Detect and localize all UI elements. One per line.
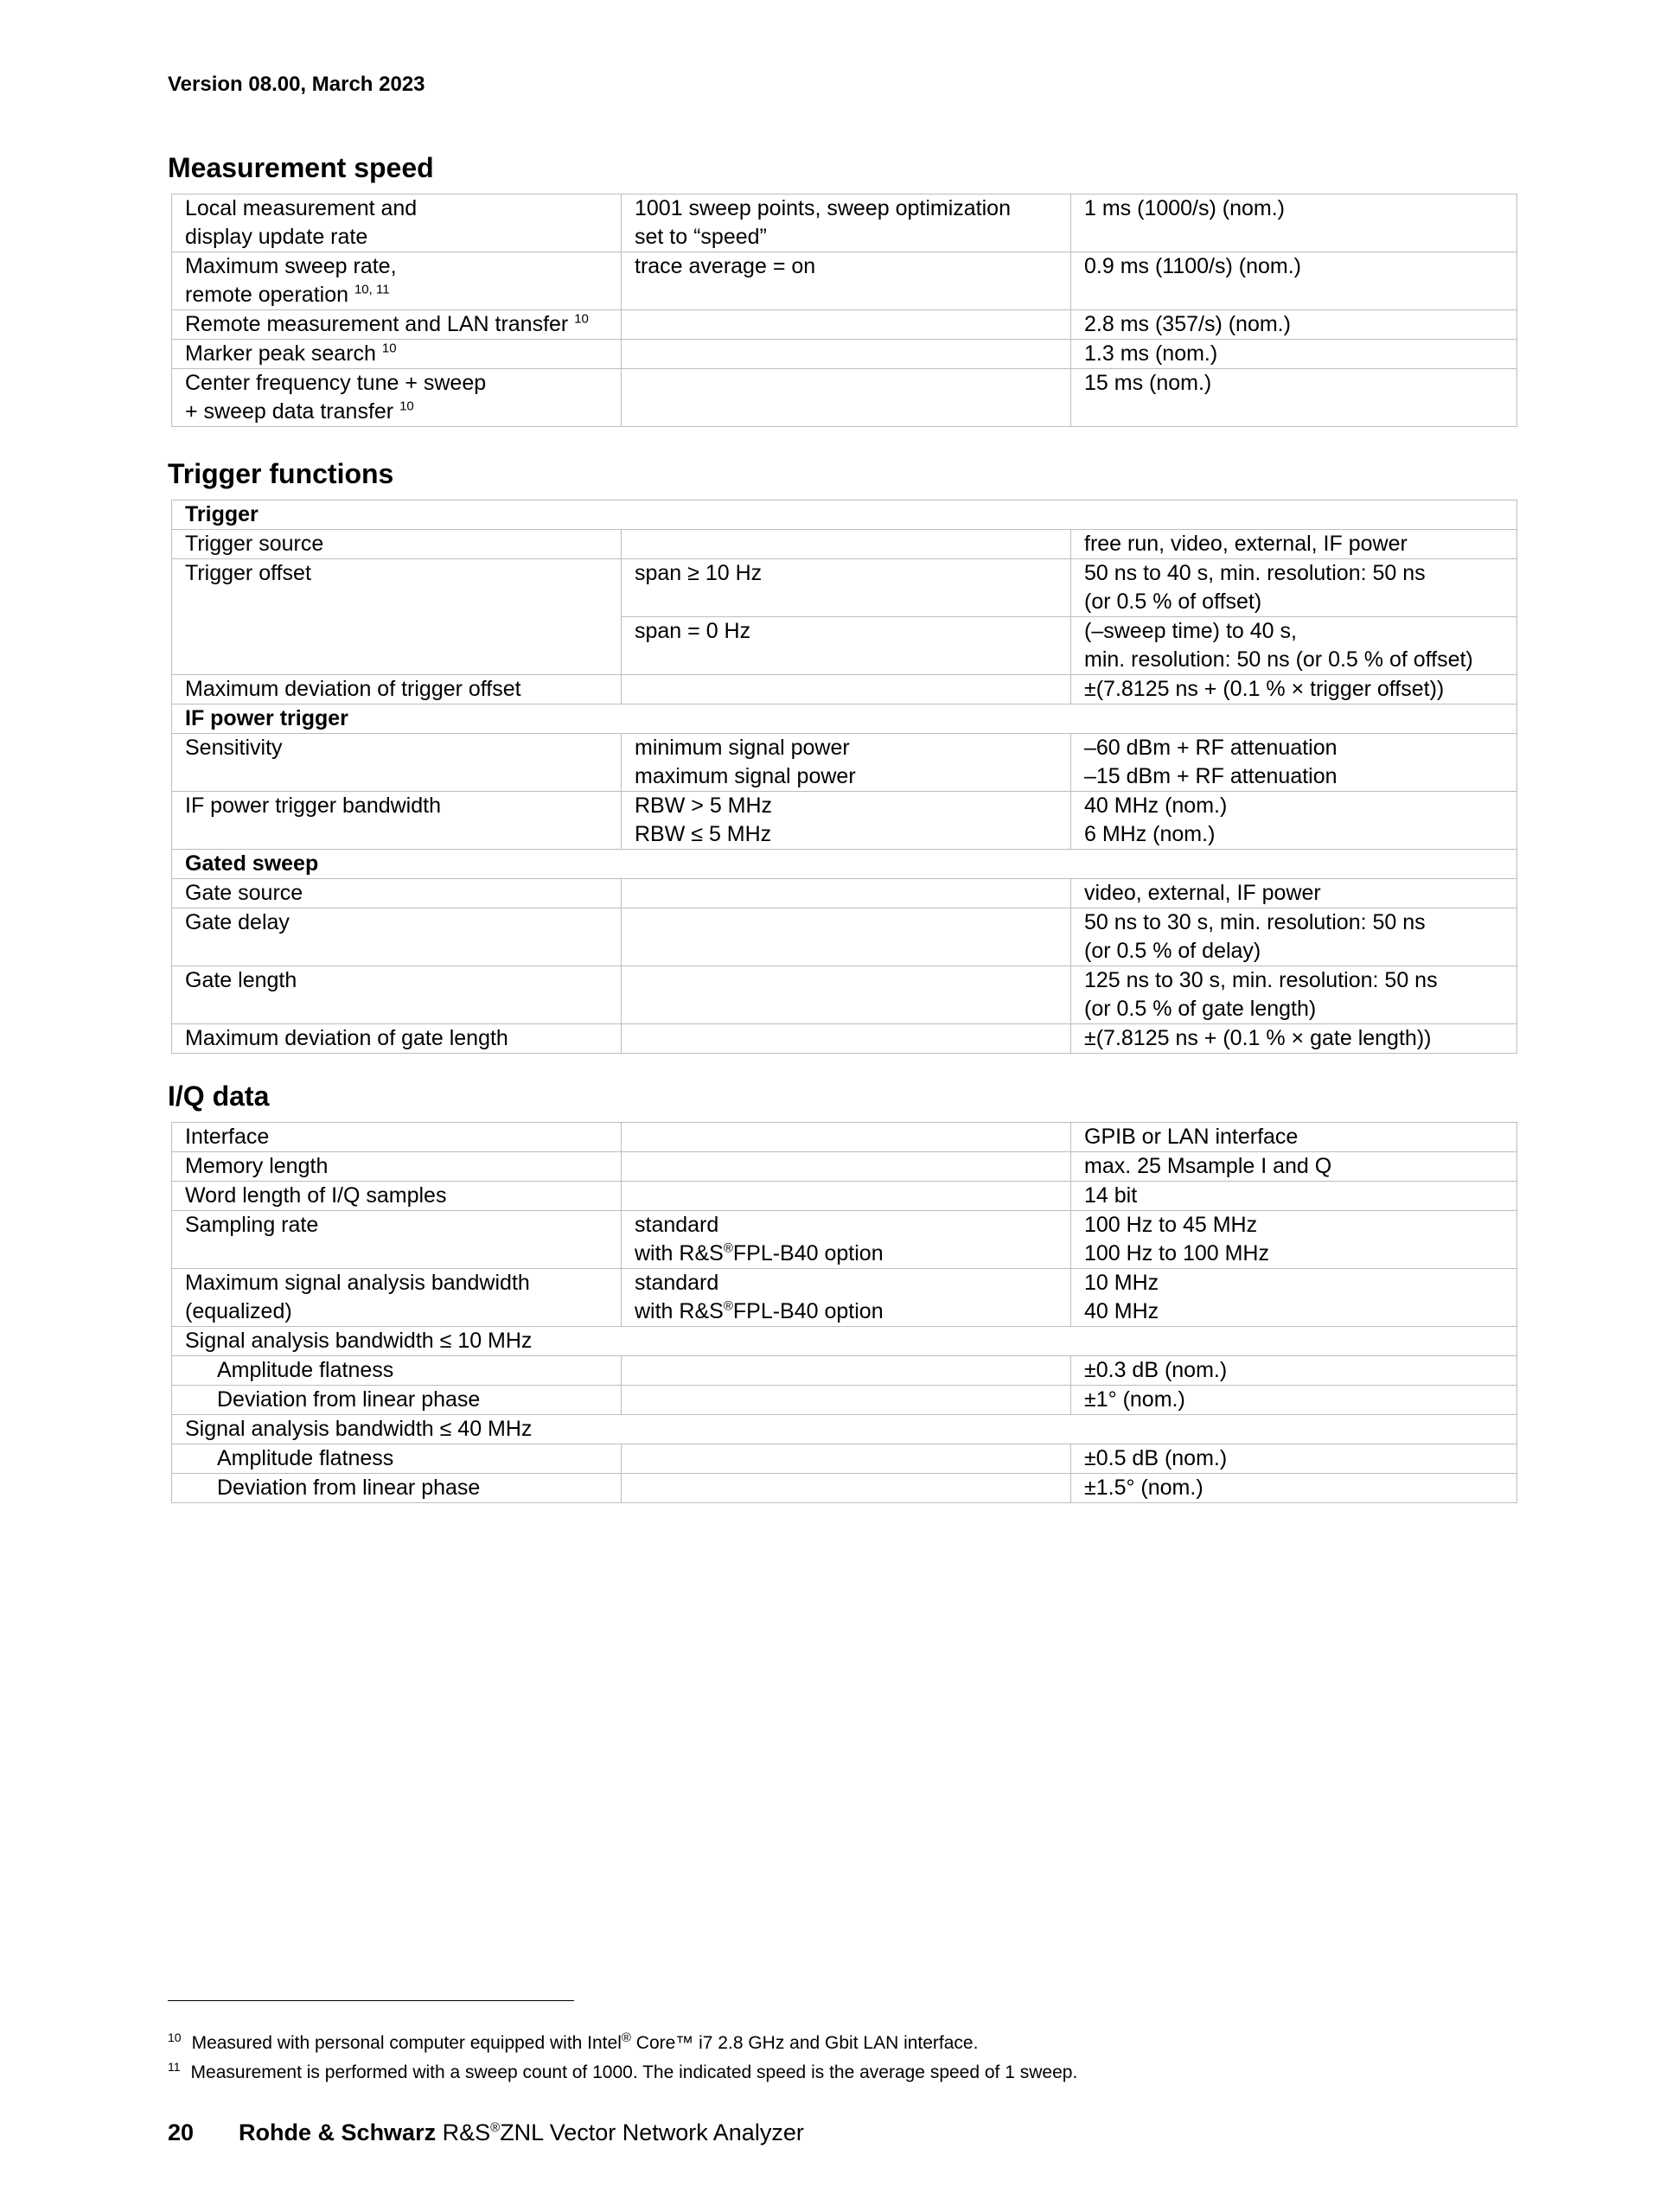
spec-value: 50 ns to 30 s, min. resolution: 50 ns (or 0.5 % of delay) [1071,908,1517,966]
spec-value: 50 ns to 40 s, min. resolution: 50 ns (or 0.5 % of offset) [1071,559,1517,617]
section-title-measurement-speed: Measurement speed [168,152,434,183]
footnote-ref: 10 [399,398,414,414]
spec-condition: RBW > 5 MHz [622,792,1071,821]
spec-label: Deviation from linear phase [172,1474,622,1503]
table-row [172,704,1517,734]
spec-label: Amplitude flatness [172,1356,622,1386]
spec-label: Sampling rate [172,1211,622,1269]
table-row [172,879,1517,908]
table-row [172,1123,1517,1152]
spec-label: Marker peak search $^{10}$ [172,340,622,369]
table-row [172,1386,1517,1415]
spec-condition [622,1123,1071,1152]
spec-condition [622,1152,1071,1182]
spec-label: Local measurement and display update rate [172,194,622,252]
table-row [172,1182,1517,1211]
table-row [172,1415,1517,1444]
table-row [172,340,1517,369]
group-heading-bw-40mhz: Signal analysis bandwidth ≤ 40 MHz [172,1415,1517,1444]
spec-label: Trigger source [172,530,622,559]
spec-value: ±0.5 dB (nom.) [1071,1444,1517,1474]
spec-condition: trace average = on [622,252,1071,310]
table-row [172,966,1517,1024]
table-row [172,1327,1517,1356]
spec-condition [622,1444,1071,1474]
spec-condition [622,530,1071,559]
spec-label: Gate delay [172,908,622,966]
group-heading-if-power-trigger: IF power trigger [172,704,1517,734]
spec-condition: maximum signal power [622,762,1071,792]
spec-value: free run, video, external, IF power [1071,530,1517,559]
spec-condition [622,966,1071,1024]
spec-value: 1.3 ms (nom.) [1071,340,1517,369]
spec-label: Memory length [172,1152,622,1182]
table-row [172,310,1517,340]
spec-label: Sensitivity [172,734,622,792]
spec-condition [622,675,1071,704]
registered-mark: ® [490,2120,501,2135]
spec-condition [622,340,1071,369]
product-prefix: R&S [436,2120,491,2145]
spec-value: ±0.3 dB (nom.) [1071,1356,1517,1386]
table-row [172,675,1517,704]
table-row [172,1024,1517,1054]
registered-mark: ® [621,2030,631,2045]
table-row [172,734,1517,763]
footnote-ref: 10 [381,341,397,356]
spec-label: Interface [172,1123,622,1152]
spec-value: 15 ms (nom.) [1071,369,1517,427]
spec-value: –15 dBm + RF attenuation [1071,762,1517,792]
table-row [172,850,1517,879]
spec-condition [622,310,1071,340]
table-row [172,500,1517,530]
spec-label: Gate length [172,966,622,1024]
spec-condition: minimum signal power [622,734,1071,763]
spec-value: ±(7.8125 ns + (0.1 % × trigger offset)) [1071,675,1517,704]
spec-condition [622,1182,1071,1211]
table-row [172,1474,1517,1503]
table-row [172,792,1517,821]
spec-label: Center frequency tune + sweep + sweep data transfer $^{10}$ [172,369,622,427]
table-row [172,1297,1517,1327]
spec-value: max. 25 Msample I and Q [1071,1152,1517,1182]
version-header: Version 08.00, March 2023 [168,73,425,96]
spec-label: Remote measurement and LAN transfer $^{10}$ [172,310,622,340]
table-row [172,559,1517,617]
spec-label: Gate source [172,879,622,908]
spec-condition: 1001 sweep points, sweep optimization set to “speed” [622,194,1071,252]
spec-label: Maximum deviation of gate length [172,1024,622,1054]
spec-label: Maximum sweep rate, remote operation $^{10, 11}$ [172,252,622,310]
spec-condition: standard [622,1269,1071,1298]
spec-label: IF power trigger bandwidth [172,792,622,850]
spec-label: Trigger offset [172,559,622,675]
spec-condition [622,1474,1071,1503]
spec-condition [622,1024,1071,1054]
table-row [172,1356,1517,1386]
trigger-functions-table [171,500,1517,1054]
table-row [172,252,1517,310]
spec-condition: span = 0 Hz [622,617,1071,675]
footnote-number: 10 [168,2030,182,2044]
spec-label: Maximum signal analysis bandwidth [172,1269,622,1298]
spec-value: ±(7.8125 ns + (0.1 % × gate length)) [1071,1024,1517,1054]
section-title-iq-data: I/Q data [168,1081,270,1112]
spec-value: 1 ms (1000/s) (nom.) [1071,194,1517,252]
spec-label: Deviation from linear phase [172,1386,622,1415]
spec-label: Maximum deviation of trigger offset [172,675,622,704]
footnote-11: $^{11}$ Measurement is performed with a sweep count of 1000. The indicated speed is the average speed of 1 sweep. [168,2060,1078,2082]
group-heading-trigger: Trigger [172,500,1517,530]
spec-condition [622,369,1071,427]
table-row [172,1152,1517,1182]
spec-value: (–sweep time) to 40 s, min. resolution: 50 ns (or 0.5 % of offset) [1071,617,1517,675]
spec-value: 40 MHz [1071,1297,1517,1327]
spec-value: 10 MHz [1071,1269,1517,1298]
spec-condition [622,1386,1071,1415]
footnote-ref: 10, 11 [354,282,390,297]
table-row [172,1211,1517,1240]
spec-value: 6 MHz (nom.) [1071,820,1517,850]
spec-value: ±1.5° (nom.) [1071,1474,1517,1503]
table-row [172,1269,1517,1298]
spec-label: Amplitude flatness [172,1444,622,1474]
spec-label: Word length of I/Q samples [172,1182,622,1211]
group-heading-bw-10mhz: Signal analysis bandwidth ≤ 10 MHz [172,1327,1517,1356]
spec-value: –60 dBm + RF attenuation [1071,734,1517,763]
spec-condition: standard [622,1211,1071,1240]
registered-mark: ® [723,1240,733,1256]
footnote-ref: 10 [574,311,589,327]
product-name: ZNL Vector Network Analyzer [500,2120,804,2145]
page-number: 20 [168,2120,195,2145]
spec-value: GPIB or LAN interface [1071,1123,1517,1152]
section-title-trigger-functions: Trigger functions [168,458,394,489]
table-row [172,530,1517,559]
spec-value: 2.8 ms (357/s) (nom.) [1071,310,1517,340]
table-row [172,369,1517,427]
spec-value: 14 bit [1071,1182,1517,1211]
spec-condition [622,908,1071,966]
table-row [172,1444,1517,1474]
footnote-10: $^{10}$ Measured with personal computer equipped with Intel® Core™ i7 2.8 GHz and Gbit LAN interface. [168,2030,979,2053]
spec-condition: span ≥ 10 Hz [622,559,1071,617]
footnote-number: 11 [168,2060,181,2074]
spec-condition: with R&S®FPL-B40 option [622,1240,1071,1269]
page-footer [168,2120,804,2146]
spec-value: 100 Hz to 100 MHz [1071,1240,1517,1269]
spec-condition [622,879,1071,908]
iq-data-table [171,1122,1517,1503]
brand-name: Rohde & Schwarz [239,2120,437,2145]
measurement-speed-table [171,194,1517,427]
spec-value: video, external, IF power [1071,879,1517,908]
spec-value: 40 MHz (nom.) [1071,792,1517,821]
spec-value: 0.9 ms (1100/s) (nom.) [1071,252,1517,310]
spec-condition: with R&S®FPL-B40 option [622,1297,1071,1327]
registered-mark: ® [723,1298,733,1314]
spec-value: ±1° (nom.) [1071,1386,1517,1415]
table-row [172,908,1517,966]
spec-condition [622,1356,1071,1386]
group-heading-gated-sweep: Gated sweep [172,850,1517,879]
spec-value: 125 ns to 30 s, min. resolution: 50 ns (or 0.5 % of gate length) [1071,966,1517,1024]
spec-value: 100 Hz to 45 MHz [1071,1211,1517,1240]
spec-condition: RBW ≤ 5 MHz [622,820,1071,850]
spec-label: (equalized) [172,1297,622,1327]
table-row [172,194,1517,252]
footnote-divider [168,2000,574,2001]
